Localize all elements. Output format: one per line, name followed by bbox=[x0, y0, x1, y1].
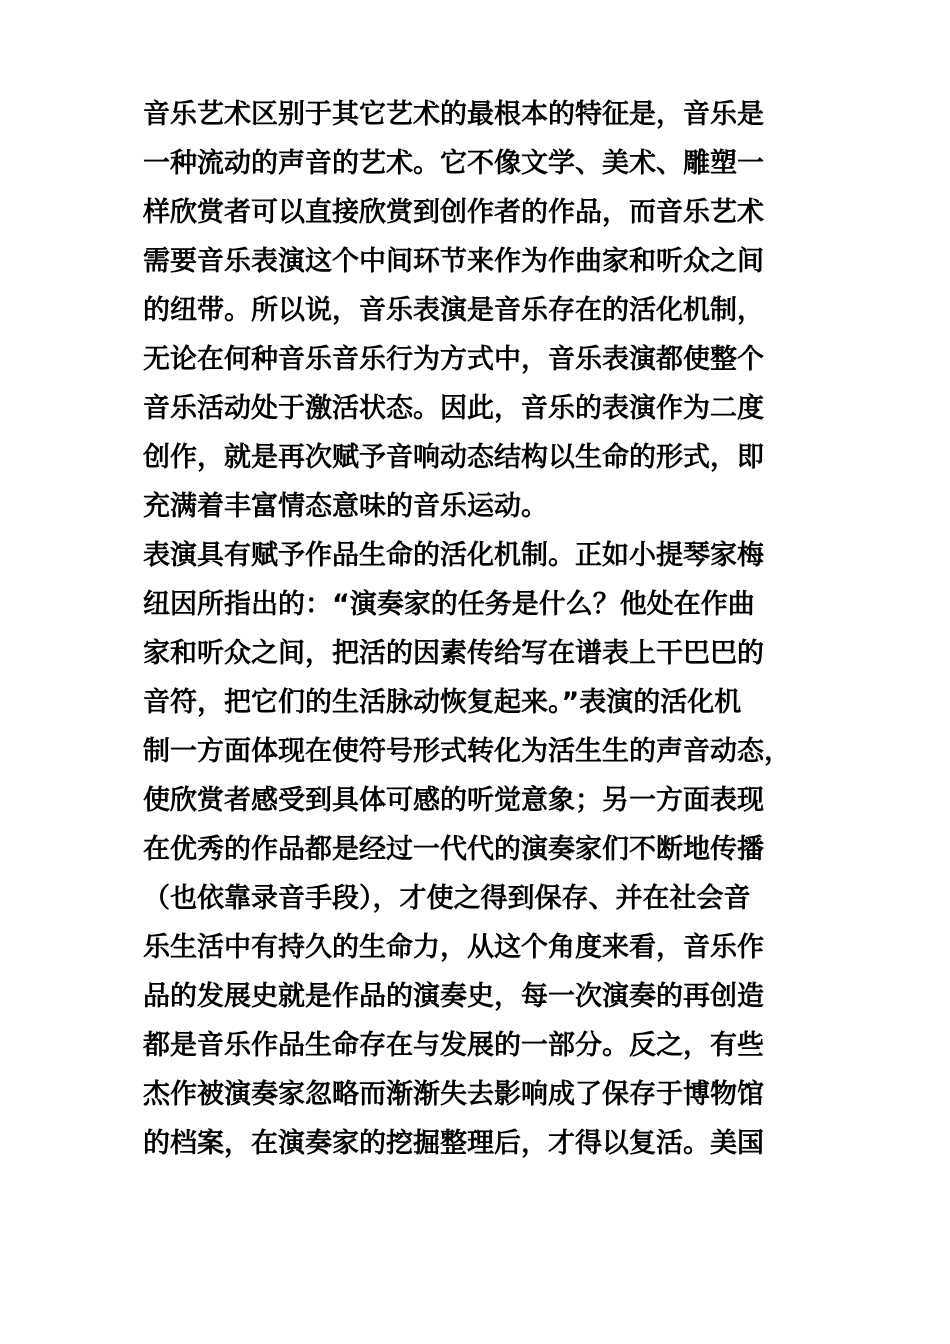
text-line: 无论在何种音乐音乐行为方式中，音乐表演都使整个 bbox=[143, 344, 764, 375]
text-line: 需要音乐表演这个中间环节来作为作曲家和听众之间 bbox=[143, 246, 764, 277]
text-line: 的纽带。所以说，音乐表演是音乐存在的活化机制， bbox=[143, 295, 764, 326]
text-line: 创作，就是再次赋予音响动态结构以生命的形式，即 bbox=[143, 442, 764, 473]
text-line: 都是音乐作品生命存在与发展的一部分。反之，有些 bbox=[143, 1030, 764, 1061]
text-line: 纽因所指出的：“演奏家的任务是什么？他处在作曲 bbox=[143, 589, 755, 620]
text-line: 表演具有赋予作品生命的活化机制。正如小提琴家梅 bbox=[143, 540, 764, 571]
text-line: 品的发展史就是作品的演奏史，每一次演奏的再创造 bbox=[143, 981, 764, 1012]
text-line: 乐生活中有持久的生命力，从这个角度来看，音乐作 bbox=[143, 932, 764, 963]
text-line: 音符，把它们的生活脉动恢复起来。”表演的活化机 bbox=[143, 687, 742, 718]
text-line: （也依靠录音手段），才使之得到保存、并在社会音 bbox=[143, 883, 751, 914]
text-line: 充满着丰富情态意味的音乐运动。 bbox=[143, 491, 548, 522]
body-text bbox=[143, 90, 843, 1168]
text-line: 音乐活动处于激活状态。因此，音乐的表演作为二度 bbox=[143, 393, 764, 424]
text-line: 一种流动的声音的艺术。它不像文学、美术、雕塑一 bbox=[143, 148, 764, 179]
text-line: 制一方面体现在使符号形式转化为活生生的声音动态， bbox=[143, 736, 791, 767]
text-line: 的档案，在演奏家的挖掘整理后，才得以复活。美国 bbox=[143, 1128, 764, 1159]
text-line: 样欣赏者可以直接欣赏到创作者的作品，而音乐艺术 bbox=[143, 197, 764, 228]
text-line: 家和听众之间，把活的因素传给写在谱表上干巴巴的 bbox=[143, 638, 764, 669]
text-line: 音乐艺术区别于其它艺术的最根本的特征是，音乐是 bbox=[143, 99, 764, 130]
text-line: 使欣赏者感受到具体可感的听觉意象；另一方面表现 bbox=[143, 785, 764, 816]
text-line: 杰作被演奏家忽略而渐渐失去影响成了保存于博物馆 bbox=[143, 1079, 764, 1110]
text-line: 在优秀的作品都是经过一代代的演奏家们不断地传播 bbox=[143, 834, 764, 865]
